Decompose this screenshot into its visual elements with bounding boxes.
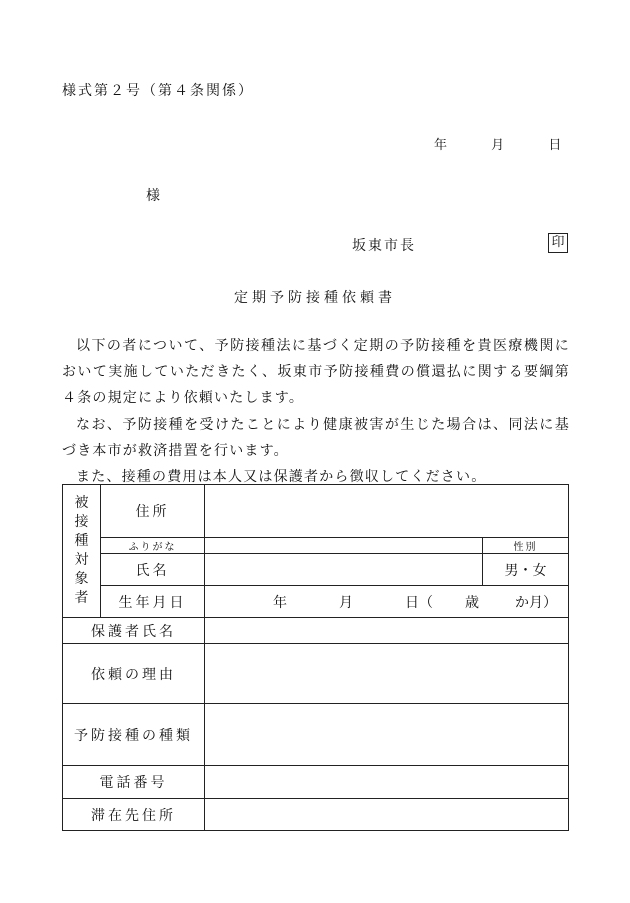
- birth-age-label: 歳: [465, 594, 479, 611]
- subject-label-char: 者: [74, 590, 89, 606]
- reason-label: 依頼の理由: [63, 644, 205, 704]
- date-line: [434, 134, 561, 153]
- issuer-name: 坂東市長: [352, 238, 416, 254]
- date-month: 月: [491, 138, 505, 153]
- subject-label-char: 被: [74, 495, 89, 511]
- subject-label: [63, 485, 101, 618]
- guardian-label: 保護者氏名: [63, 618, 205, 644]
- furigana-label: ふりがな: [101, 538, 205, 554]
- body-paragraph-3: また、接種の費用は本人又は保護者から徴収してください。: [76, 469, 487, 486]
- form-number: 様式第２号（第４条関係）: [62, 83, 254, 99]
- address-label: 住所: [101, 485, 205, 538]
- reason-field[interactable]: [205, 644, 569, 704]
- birth-day-label: 日（: [405, 594, 433, 611]
- vaccine-type-field[interactable]: [205, 704, 569, 766]
- subject-label-char: 接: [74, 514, 89, 530]
- subject-label-char: 象: [74, 571, 89, 587]
- date-day: 日: [548, 138, 562, 153]
- subject-label-char: 対: [74, 552, 89, 568]
- furigana-field[interactable]: [205, 538, 483, 554]
- phone-label: 電話番号: [63, 766, 205, 799]
- birth-month-label: 月: [339, 594, 353, 611]
- birth-months-label: か月）: [515, 594, 557, 611]
- birthdate-template: [205, 592, 568, 612]
- date-year: 年: [434, 138, 448, 153]
- subject-label-char: 種: [74, 533, 89, 549]
- guardian-field[interactable]: [205, 618, 569, 644]
- name-label: 氏名: [101, 554, 205, 586]
- phone-field[interactable]: [205, 766, 569, 799]
- sex-options[interactable]: 男・女: [483, 554, 569, 586]
- name-field[interactable]: [205, 554, 483, 586]
- addressee-suffix: 様: [146, 188, 160, 204]
- seal-mark: 印: [548, 233, 568, 253]
- body-text: [62, 333, 570, 490]
- document-title: 定期予防接種依頼書: [234, 290, 396, 306]
- body-paragraph-2: なお、予防接種を受けたことにより健康被害が生じた場合は、同法に基づき本市が救済措置を行います。: [62, 416, 570, 459]
- address-field[interactable]: [205, 485, 569, 538]
- sex-label: 性別: [483, 538, 569, 554]
- stay-address-field[interactable]: [205, 799, 569, 831]
- body-paragraph-1: 以下の者について、予防接種法に基づく定期の予防接種を貴医療機関において実施していただきたく、坂東市予防接種費の償還払に関する要綱第４条の規定により依頼いたします。: [62, 338, 570, 407]
- birth-year-label: 年: [273, 594, 287, 611]
- request-form-table: [62, 484, 569, 831]
- birthdate-field[interactable]: [205, 586, 569, 618]
- birthdate-label: 生年月日: [101, 586, 205, 618]
- stay-address-label: 滞在先住所: [63, 799, 205, 831]
- vaccine-type-label: 予防接種の種類: [63, 704, 205, 766]
